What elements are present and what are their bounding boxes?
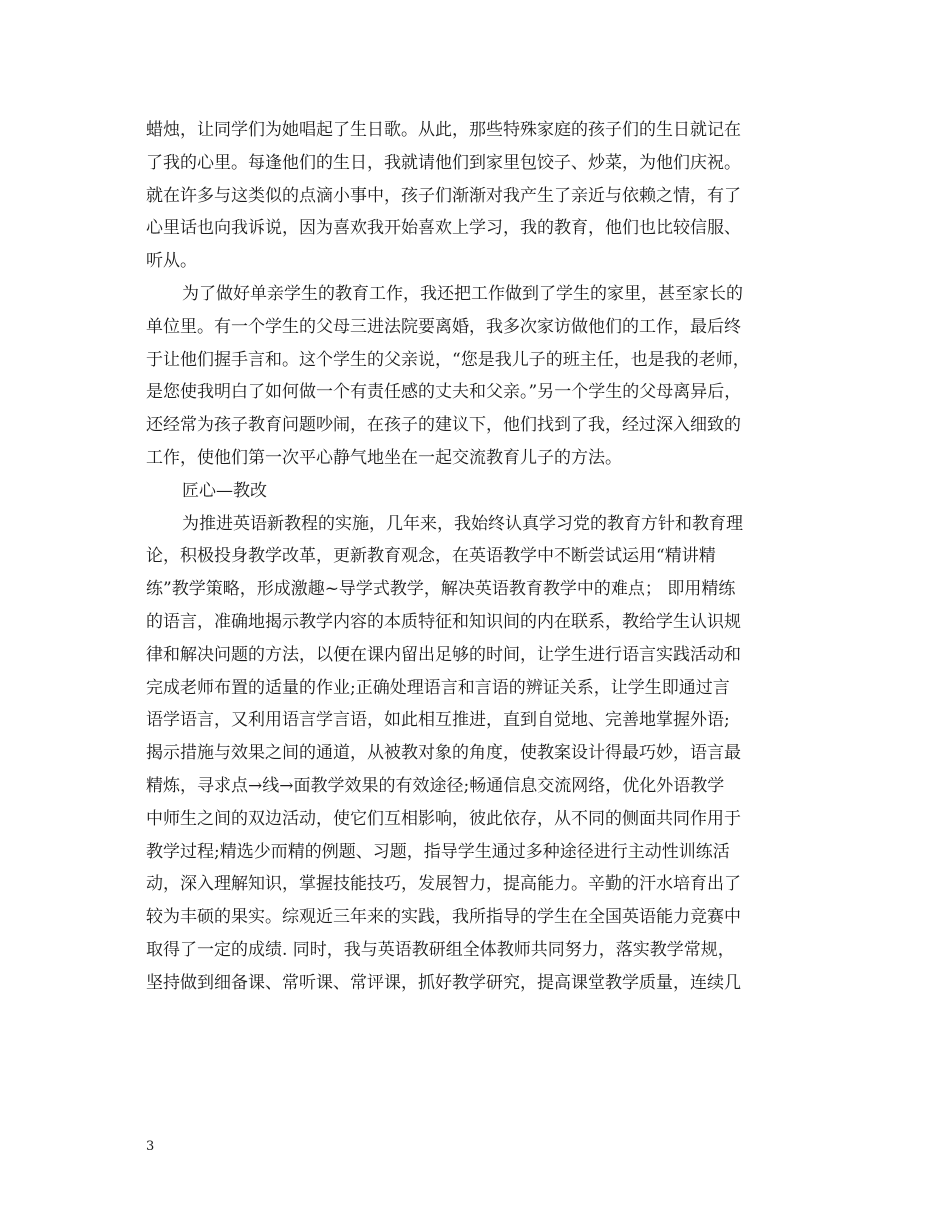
- text-line: 工作，使他们第一次平心静气地坐在一起交流教育儿子的方法。: [146, 447, 622, 468]
- text-line: 为了做好单亲学生的教育工作，我还把工作做到了学生的家里，甚至家长的: [182, 283, 743, 304]
- paragraph-continuation: [146, 114, 806, 278]
- paragraph-single-parent-students: [146, 278, 806, 475]
- text-line: 于让他们握手言和。这个学生的父亲说，“您是我儿子的班主任，也是我的老师，: [146, 349, 750, 370]
- text-line: 取得了一定的成绩. 同时，我与英语教研组全体教师共同努力，落实教学常规，: [146, 939, 735, 960]
- section-heading: 匠心—教改: [182, 480, 267, 501]
- text-line: 就在许多与这类似的点滴小事中，孩子们渐渐对我产生了亲近与依赖之情，有了: [146, 185, 741, 206]
- text-line: 练”教学策略，形成激趣~导学式教学，解决英语教育教学中的难点； 即用精练: [146, 579, 736, 600]
- paragraph-teaching-reform: [146, 508, 806, 1000]
- text-line: 的语言，准确地揭示教学内容的本质特征和知识间的内在联系，教给学生认识规: [146, 611, 741, 632]
- text-line: 较为丰硕的果实。综观近三年来的实践，我所指导的学生在全国英语能力竞赛中: [146, 907, 741, 928]
- text-line: 还经常为孩子教育问题吵闹，在孩子的建议下，他们找到了我，经过深入细致的: [146, 415, 741, 436]
- text-line: 精炼，寻求点→线→面教学效果的有效途径;畅通信息交流网络，优化外语教学: [146, 775, 725, 796]
- text-line: 完成老师布置的适量的作业;正确处理语言和言语的辨证关系，让学生即通过言: [146, 677, 730, 698]
- text-line: 是您使我明白了如何做一个有责任感的丈夫和父亲。”另一个学生的父母离异后，: [146, 382, 742, 403]
- text-line: 单位里。有一个学生的父母三进法院要离婚，我多次家访做他们的工作，最后终: [146, 316, 741, 337]
- text-line: 了我的心里。每逢他们的生日，我就请他们到家里包饺子、炒菜，为他们庆祝。: [146, 152, 741, 173]
- page-number: 3: [146, 1139, 155, 1154]
- text-line: 坚持做到细备课、常听课、常评课，抓好教学研究，提高课堂教学质量，连续几: [146, 972, 741, 993]
- text-line: 为推进英语新教程的实施，几年来，我始终认真学习党的教育方针和教育理: [182, 513, 743, 534]
- text-line: 律和解决问题的方法，以便在课内留出足够的时间，让学生进行语言实践活动和: [146, 644, 741, 665]
- text-line: 心里话也向我诉说，因为喜欢我开始喜欢上学习，我的教育，他们也比较信服、: [146, 218, 741, 239]
- text-line: 论，积极投身教学改革，更新教育观念，在英语教学中不断尝试运用“精讲精: [146, 546, 716, 567]
- text-line: 教学过程;精选少而精的例题、习题，指导学生通过多种途径进行主动性训练活: [146, 841, 730, 862]
- text-line: 揭示措施与效果之间的通道，从被教对象的角度，使教案设计得最巧妙，语言最: [146, 743, 741, 764]
- text-line: 蜡烛，让同学们为她唱起了生日歌。从此，那些特殊家庭的孩子们的生日就记在: [146, 120, 741, 140]
- text-line: 听从。: [146, 251, 197, 272]
- text-line: 动，深入理解知识，掌握技能技巧，发展智力，提高能力。辛勤的汗水培育出了: [146, 874, 741, 895]
- text-line: 中师生之间的双边活动，使它们互相影响，彼此依存，从不同的侧面共同作用于: [146, 808, 741, 829]
- text-line: 语学语言，又利用语言学言语，如此相互推进，直到自觉地、完善地掌握外语;: [146, 710, 730, 731]
- body-text: [146, 114, 806, 1000]
